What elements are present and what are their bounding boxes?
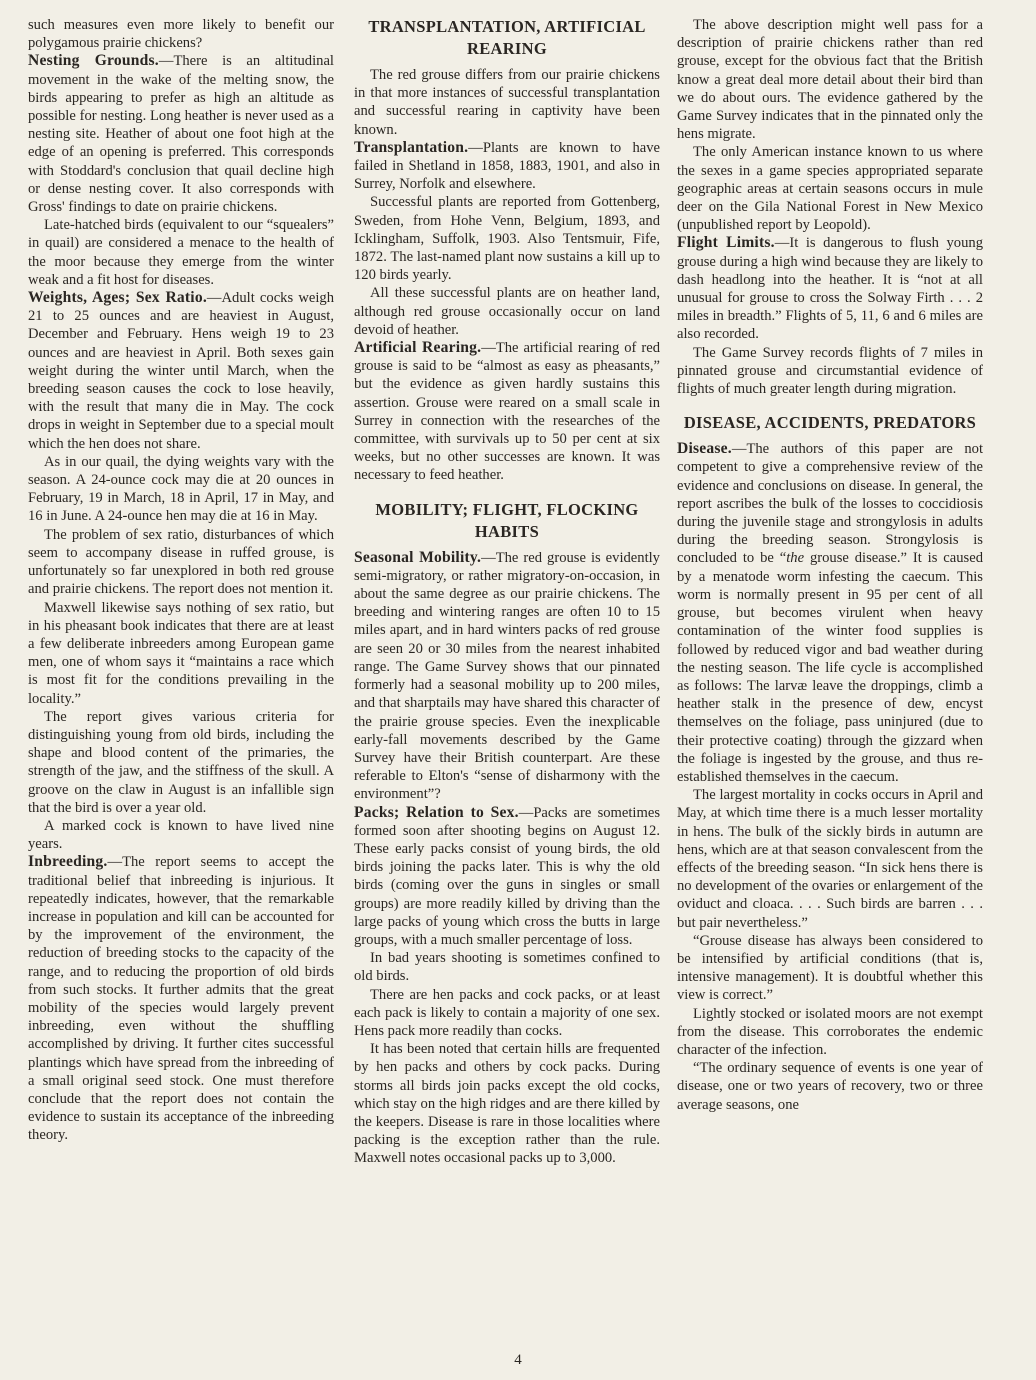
run-in-heading-inbreeding: Inbreeding. bbox=[28, 853, 108, 871]
paragraph-text: —It is dangerous to flush young grouse during a high wind because they are likely to dash headlong into the heather. It is “not at all unusual for grouse to cross the Solway Firth . . . 2 miles in breadth.” Flights of 5, 11, 6 and 6 miles are also recorded. bbox=[677, 235, 983, 343]
paragraph-disease bbox=[677, 440, 983, 786]
run-in-heading-seasonal-mobility: Seasonal Mobility. bbox=[354, 548, 482, 566]
paragraph: Late-hatched birds (equivalent to our “squealers” in quail) are considered a menace to the health of the moor because they emerge from the winter weak and a fit host for diseases. bbox=[28, 217, 334, 288]
section-heading-transplantation: TRANSPLANTATION, ARTIFICIAL REARING bbox=[368, 17, 646, 58]
column-2 bbox=[354, 16, 660, 1168]
paragraph: “The ordinary sequence of events is one year of disease, one or two years of recovery, two or three average seasons, one bbox=[677, 1060, 983, 1113]
paragraph: It has been noted that certain hills are frequented by hen packs and others by cock packs. During storms all birds join packs except the old cocks, which stay on the high ridges and are there killed by the keepers. Disease is rare in those localities where packing is the exception rather than the rule. Maxwell notes occasional packs up to 3,000. bbox=[354, 1041, 660, 1167]
paragraph: Lightly stocked or isolated moors are not exempt from the disease. This corroborates the endemic character of the infection. bbox=[677, 1005, 983, 1058]
paragraph-nesting bbox=[28, 52, 334, 216]
paragraph: “Grouse disease has always been considered to be intensified by artificial conditions (that is, intensive management). It is doubtful whether this view is correct.” bbox=[677, 932, 983, 1004]
run-in-heading-artificial-rearing: Artificial Rearing. bbox=[354, 339, 482, 357]
paragraph-seasonal-mobility bbox=[354, 549, 660, 804]
run-in-heading-transplantation: Transplantation. bbox=[354, 138, 469, 156]
paragraph: The largest mortality in cocks occurs in April and May, at which time there is a much lesser mortality in hens. The bulk of the sickly birds in autumn are hens, which are at that season convalescent from the effects of the breeding season. “In sick hens there is no development of the ovaries or enlargement of the oviduct and cloaca. . . . Such birds are barren . . . but pair nevertheless.” bbox=[677, 787, 983, 931]
run-in-heading-nesting: Nesting Grounds. bbox=[28, 52, 159, 70]
paragraph-text: —Packs are sometimes formed soon after shooting begins on August 12. These early packs consist of young birds, the old birds joining the packs later. This is why the old birds (coming over the guns in singles or small groups) are more readily killed by driving than the large packs of young which cross the butts in large groups, with a much smaller percentage of loss. bbox=[354, 804, 660, 948]
paragraph-transplantation bbox=[354, 139, 660, 194]
paragraph: Maxwell likewise says nothing of sex ratio, but in his pheasant book indicates that there are at least a few deliberate inbreeders among European game men, one of whom says it “maintains a race which is most fit for the conditions prevailing in the locality.” bbox=[28, 599, 334, 707]
page-number: 4 bbox=[514, 1352, 522, 1368]
paragraph: The problem of sex ratio, disturbances of which seem to accompany disease in ruffed grouse, is unfortunately so far unexplored in both red grouse and prairie chickens. The report does not mention it. bbox=[28, 526, 334, 598]
paragraph: A marked cock is known to have lived nine years. bbox=[28, 817, 334, 853]
paragraph: such measures even more likely to benefit our polygamous prairie chickens? bbox=[28, 17, 334, 52]
paragraph-inbreeding bbox=[28, 853, 334, 1144]
paragraph-artificial-rearing bbox=[354, 339, 660, 485]
section-heading-mobility: MOBILITY; FLIGHT, FLOCKING HABITS bbox=[375, 499, 639, 541]
paragraph: There are hen packs and cock packs, or at least each pack is likely to contain a majority of one sex. Hens pack more readily than cocks. bbox=[354, 986, 660, 1039]
paragraph: In bad years shooting is sometimes confined to old birds. bbox=[354, 950, 660, 985]
column-1 bbox=[28, 16, 334, 1145]
paragraph-text: —The authors of this paper are not competent to give a comprehensive review of the evidence and conclusions on disease. In general, the report ascribes the bulk of the losses to coccidiosis during the juvenile stage and strongylosis in adults during the breeding season. Strongylosis is concluded to be “ bbox=[677, 441, 983, 567]
emphasis-text: the bbox=[786, 550, 805, 567]
run-in-heading-packs: Packs; Relation to Sex. bbox=[354, 803, 519, 821]
paragraph: The Game Survey records flights of 7 miles in pinnated grouse and circumstantial evidence of flights of much greater length during migration. bbox=[677, 344, 983, 398]
paragraph: The only American instance known to us where the sexes in a game species appropriated separate geographic areas at certain seasons occurs in mule deer on the Gila National Forest in New Mexico (unpublished report by Leopold). bbox=[677, 144, 983, 234]
paragraph: The red grouse differs from our prairie chickens in that more instances of successful transplantation and successful rearing in captivity have been known. bbox=[354, 67, 660, 138]
paragraph-text: grouse disease.” It is caused by a menatode worm infesting the caecum. This worm is normally present in 95 per cent of all grouse, but becomes virulent when heavy contamination of the winter food supplies is followed by reduced vigor and bad weather during the nesting season. The life cycle is accomplished as follows: The larvæ leave the droppings, climb a heather stalk in the presence of dew, encyst themselves on the foliage, pass uninjured (due to their protective coating) through the gizzard when the foliage is ingested by the grouse, and thus re-established themselves in the caecum. bbox=[677, 550, 983, 785]
paragraph: As in our quail, the dying weights vary with the season. A 24-ounce cock may die at 20 ounces in February, 19 in March, 18 in April, 17 in May, and 16 in June. A 24-ounce hen may die at 16 in May. bbox=[28, 453, 334, 525]
paragraph-text: —The report seems to accept the traditional belief that inbreeding is injurious. It repeatedly indicates, however, that the remarkable increase in population and kill can be accounted for by the improvement of the environment, the reduction of breeding stocks to the capacity of the range, and to reducing the proportion of old birds from such stocks. It further admits that the great mobility of the species would largely prevent inbreeding, even without the shuffling accomplished by driving. It further cites successful plantings which have spread from the inbreeding of a small original seed stock. One must therefore conclude that the report does not contain the evidence to sustain its acceptance of the inbreeding theory. bbox=[28, 854, 334, 1144]
paragraph-weights bbox=[28, 289, 334, 453]
run-in-heading-disease: Disease. bbox=[677, 440, 732, 458]
run-in-heading-flight-limits: Flight Limits. bbox=[677, 234, 775, 252]
paragraph-text: —Adult cocks weigh 21 to 25 ounces and are heaviest in August, December and February. Hens weigh 19 to 23 ounces and are heaviest in April. Both sexes gain weight during the winter until March, when the breeding season causes the cock to lose heavily, with the result that many die in May. The cock drops in weight in September due to a special moult which the hen does not share. bbox=[28, 290, 334, 452]
paragraph: The above description might well pass for a description of prairie chickens rather than red grouse, except for the obvious fact that the British know a great deal more detail about their bird than we do about ours. The evidence gathered by the Game Survey indicates that in the pinnated only the hens migrate. bbox=[677, 17, 983, 143]
paragraph-text: —The red grouse is evidently semi-migratory, or rather migratory-on-occasion, in about the same degree as our prairie chickens. The breeding and wintering ranges are often 10 to 15 miles apart, and in hard winters packs of red grouse are seen 20 or 30 miles from the nearest inhabited range. The Game Survey shows that our pinnated formerly had a seasonal mobility up to 200 miles, and that sharptails may have shared this character of the prairie grouse species. Even the inexplicable early-fall movements described by the Game Survey have their British counterpart. Are these referable to Elton's “sense of disharmony with the environment”? bbox=[354, 549, 660, 803]
paragraph-flight-limits bbox=[677, 234, 983, 343]
paragraph-text: —The artificial rearing of red grouse is said to be “almost as easy as pheasants,” but the evidence as given hardly sustains this assertion. Grouse were reared on a small scale in Surrey in connection with the researches of the committee, with survivals up to 50 per cent at six weeks, but no other successes are known. It was necessary to feed heather. bbox=[354, 340, 660, 484]
run-in-heading-weights: Weights, Ages; Sex Ratio. bbox=[28, 289, 207, 307]
paragraph: Successful plants are reported from Gottenberg, Sweden, from Hohe Venn, Belgium, 1893, and Icklingham, Suffolk, 1903. Also Tentsmuir, Fife, 1872. The last-named plant now sustains a kill up to 120 birds yearly. bbox=[354, 194, 660, 284]
paragraph: All these successful plants are on heather land, although red grouse occasionally occur on land devoid of heather. bbox=[354, 285, 660, 338]
paragraph-text: —There is an altitudinal movement in the wake of the melting snow, the birds appearing to prefer as high an altitude as possible for nesting. Long heather is never used as a nesting site. Heather of about one foot high at the edge of an opening is preferred. This corresponds with Stoddard's conclusion that quail decline high or dense nesting cover. It also corresponds with Gross' findings to date on prairie chickens. bbox=[28, 53, 334, 216]
column-3 bbox=[677, 16, 983, 1114]
paragraph-text: —Plants are known to have failed in Shetland in 1858, 1883, 1901, and also in Surrey, Norfolk and elsewhere. bbox=[354, 139, 660, 193]
section-heading-disease: DISEASE, ACCIDENTS, PREDATORS bbox=[683, 413, 977, 433]
paragraph: The report gives various criteria for distinguishing young from old birds, including the shape and blood content of the primaries, the strength of the jaw, and the stiffness of the skull. A groove on the claw in August is an infallible sign that the bird is over a year old. bbox=[28, 708, 334, 816]
paragraph-packs bbox=[354, 804, 660, 950]
